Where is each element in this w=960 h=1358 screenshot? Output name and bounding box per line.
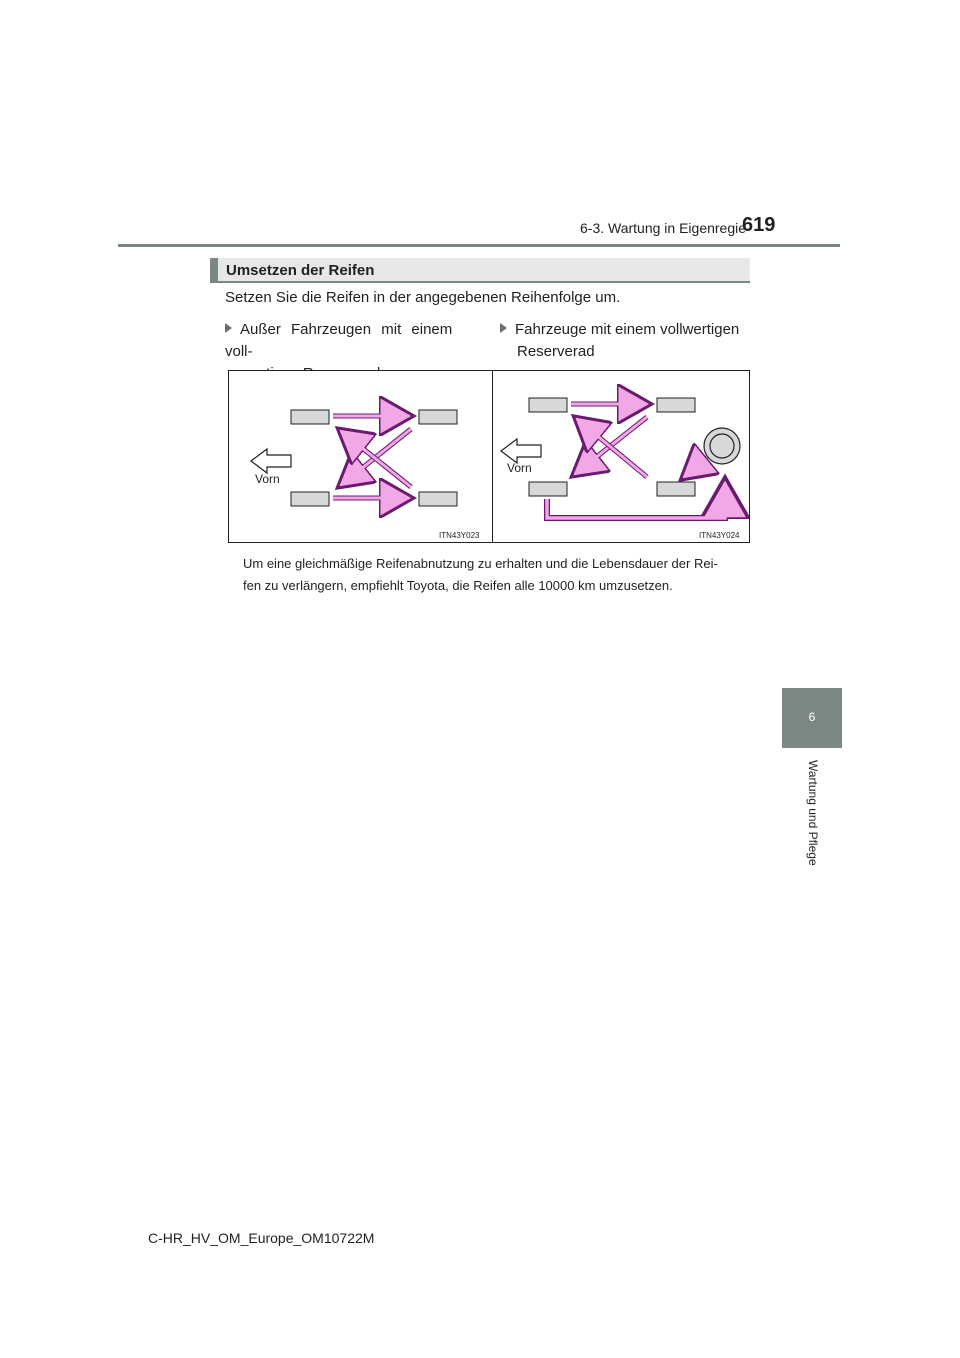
case-text-line1: Fahrzeuge mit einem vollwertigen bbox=[515, 321, 740, 338]
bullet-triangle-icon bbox=[225, 323, 232, 333]
case-with-spare bbox=[500, 319, 750, 363]
note-line1: Um eine gleichmäßige Reifenabnutzung zu erhalten und die Lebensdauer der Rei- bbox=[243, 556, 718, 571]
tire-rotation-diagram bbox=[228, 370, 750, 543]
figure-code: ITN43Y024 bbox=[699, 531, 740, 540]
diagram-right bbox=[501, 398, 740, 540]
front-label: Vorn bbox=[255, 472, 280, 486]
tire-front-right bbox=[291, 492, 329, 506]
header-rule bbox=[118, 244, 840, 247]
arrow-front-to-spare bbox=[547, 483, 725, 518]
diagram-left bbox=[251, 410, 480, 540]
tire-front-left bbox=[529, 398, 567, 412]
tire-rear-left bbox=[657, 398, 695, 412]
front-label: Vorn bbox=[507, 461, 532, 475]
front-direction-arrow-icon bbox=[251, 449, 291, 473]
note-text bbox=[243, 553, 748, 597]
tire-rotation-svg bbox=[229, 371, 751, 544]
case-text-line2: Reserverad bbox=[517, 343, 595, 360]
note-line2: fen zu verlängern, empfiehlt Toyota, die Reifen alle 10000 km umzusetzen. bbox=[243, 578, 673, 593]
footer-doc-code: C-HR_HV_OM_Europe_OM10722M bbox=[148, 1230, 375, 1246]
page-number: 619 bbox=[742, 214, 776, 236]
tire-rear-right bbox=[419, 492, 457, 506]
figure-code: ITN43Y023 bbox=[439, 531, 480, 540]
case-text-line1: Außer Fahrzeugen mit einem voll- bbox=[225, 321, 453, 360]
bullet-triangle-icon bbox=[500, 323, 507, 333]
chapter-number: 6 bbox=[808, 710, 816, 724]
tire-front-left bbox=[291, 410, 329, 424]
intro-text: Setzen Sie die Reifen in der angegebenen Reihenfolge um. bbox=[225, 289, 621, 306]
spare-tire-inner bbox=[710, 434, 734, 458]
tire-rear-right bbox=[657, 482, 695, 496]
tire-rear-left bbox=[419, 410, 457, 424]
section-heading-marker bbox=[210, 258, 218, 283]
chapter-label: Wartung und Pflege bbox=[806, 760, 820, 866]
tire-front-right bbox=[529, 482, 567, 496]
diagram-divider bbox=[492, 370, 493, 543]
front-direction-arrow-icon bbox=[501, 439, 541, 463]
header-section-title: 6-3. Wartung in Eigenregie bbox=[580, 220, 747, 236]
section-title: Umsetzen der Reifen bbox=[226, 262, 375, 279]
